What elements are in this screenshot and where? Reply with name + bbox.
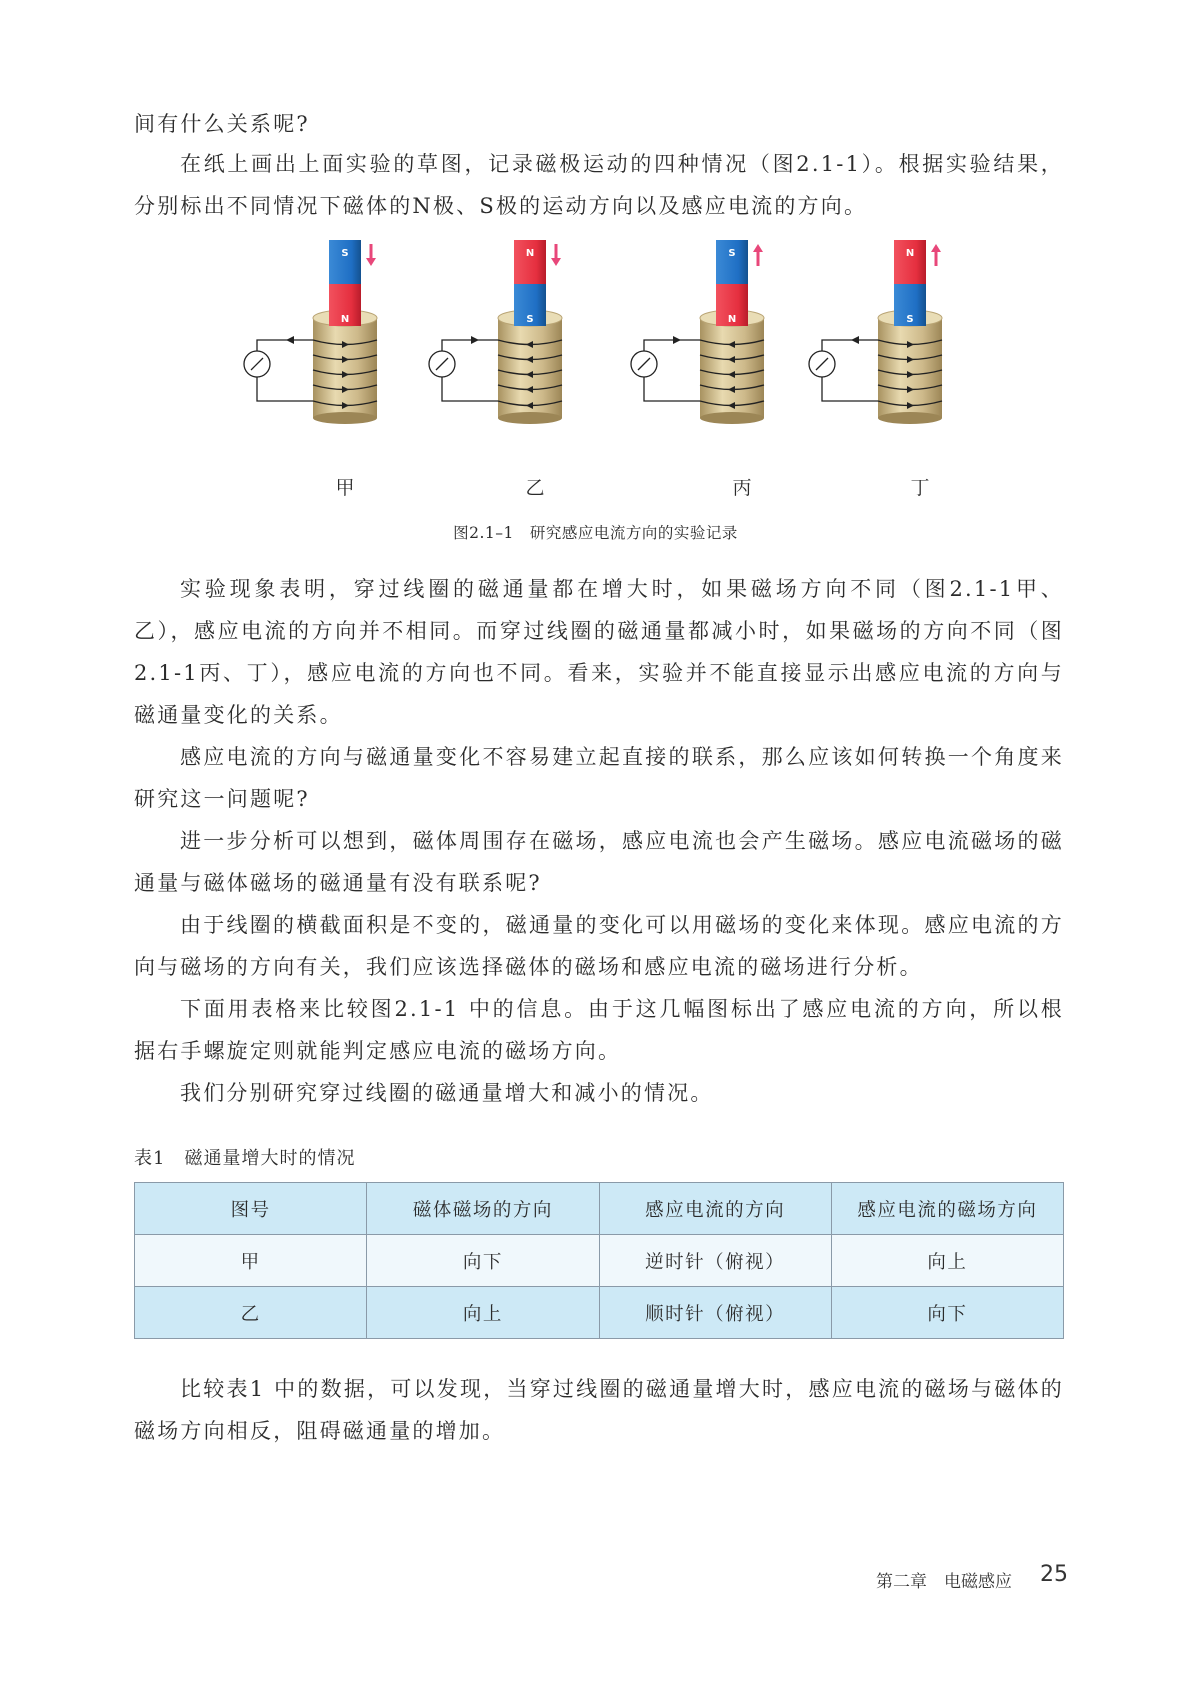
current-arrow: [673, 336, 681, 344]
motion-arrow-shaft: [555, 244, 558, 258]
paragraph-cross-section: 由于线圈的横截面积是不变的，磁通量的变化可以用磁场的变化来体现。感应电流的方向与磁场的方向有关，我们应该选择磁体的磁场和感应电流的磁场进行分析。: [134, 913, 1064, 979]
paragraph-conclusion: 比较表1 中的数据，可以发现，当穿过线圈的磁通量增大时，感应电流的磁场与磁体的磁场方向相反，阻碍磁通量的增加。: [134, 1377, 1064, 1443]
circuit-wire: [644, 377, 702, 401]
magnet-top-label: S: [728, 248, 736, 259]
magnet-top-label: N: [905, 248, 915, 259]
experiment-panel: [631, 240, 764, 424]
panel-label-jia: 甲: [335, 477, 355, 499]
panel-label-bing: 丙: [732, 477, 752, 499]
magnet-top-pole: [894, 240, 926, 284]
circuit-wire: [442, 377, 500, 401]
magnet-top-pole: [329, 240, 361, 284]
magnet-top-label: N: [525, 248, 535, 259]
flux-increase-table: [134, 1182, 1064, 1339]
coil-bottom: [878, 412, 942, 424]
circuit-wire: [822, 340, 880, 351]
footer-chapter: 第二章 电磁感应: [876, 1572, 1012, 1592]
coil-bottom: [700, 412, 764, 424]
motion-arrow-shaft: [935, 252, 938, 266]
panel-label-ding: 丁: [910, 477, 930, 499]
experiment-panel: [244, 240, 377, 424]
table-cell: 乙: [135, 1287, 367, 1339]
table-header: 感应电流的磁场方向: [831, 1183, 1063, 1235]
coil-bottom: [313, 412, 377, 424]
paragraph-table-intro: 下面用表格来比较图2.1-1 中的信息。由于这几幅图标出了感应电流的方向，所以根据右手螺旋定则就能判定感应电流的磁场方向。: [134, 997, 1064, 1063]
magnet-bottom-label: S: [526, 314, 534, 325]
magnet-top-pole: [716, 240, 748, 284]
magnet-bottom-label: N: [340, 314, 350, 325]
paragraph-further-analysis: 进一步分析可以想到，磁体周围存在磁场，感应电流也会产生磁场。感应电流磁场的磁通量与磁体磁场的磁通量有没有联系呢?: [134, 829, 1064, 895]
table-header: 感应电流的方向: [599, 1183, 831, 1235]
table-cell: 顺时针（俯视）: [599, 1287, 831, 1339]
coil-bottom: [498, 412, 562, 424]
table-caption: 表1 磁通量增大时的情况: [134, 1148, 356, 1169]
paragraph-study-cases: 我们分别研究穿过线圈的磁通量增大和减小的情况。: [180, 1081, 714, 1105]
experiment-panel: [429, 240, 562, 424]
circuit-wire: [822, 377, 880, 401]
table-cell: 逆时针（俯视）: [599, 1235, 831, 1287]
circuit-wire: [257, 377, 315, 401]
arrow-down-icon: [366, 258, 376, 266]
magnet-bottom-label: N: [727, 314, 737, 325]
arrow-up-icon: [753, 244, 763, 252]
table-header-row: [135, 1183, 1064, 1235]
table-cell: 向下: [367, 1235, 599, 1287]
paragraph-sketch-instruction: 在纸上画出上面实验的草图，记录磁极运动的四种情况（图2.1-1）。根据实验结果，分别标出不同情况下磁体的N极、S极的运动方向以及感应电流的方向。: [134, 152, 1064, 218]
table-cell: 向上: [367, 1287, 599, 1339]
magnet-top-label: S: [341, 248, 349, 259]
table-row: [135, 1287, 1064, 1339]
experiment-panel: [809, 240, 942, 424]
motion-arrow-shaft: [757, 252, 760, 266]
table-cell: 向上: [831, 1235, 1063, 1287]
table-cell: 向下: [831, 1287, 1063, 1339]
arrow-up-icon: [931, 244, 941, 252]
motion-arrow-shaft: [370, 244, 373, 258]
table-cell: 甲: [135, 1235, 367, 1287]
table-header: 图号: [135, 1183, 367, 1235]
current-arrow: [851, 336, 859, 344]
paragraph-observation: 实验现象表明，穿过线圈的磁通量都在增大时，如果磁场方向不同（图2.1-1甲、乙），感应电流的方向并不相同。而穿过线圈的磁通量都减小时，如果磁场的方向不同（图2.1-1丙、丁），感应电流的方向也不同。看来，实验并不能直接显示出感应电流的方向与磁通量变化的关系。: [134, 577, 1064, 727]
circuit-wire: [257, 340, 315, 351]
paragraph-question: 感应电流的方向与磁通量变化不容易建立起直接的联系，那么应该如何转换一个角度来研究这一问题呢?: [134, 745, 1064, 811]
arrow-down-icon: [551, 258, 561, 266]
figure-caption: 图2.1–1 研究感应电流方向的实验记录: [453, 524, 738, 542]
magnet-bottom-label: S: [906, 314, 914, 325]
paragraph-continuation: 间有什么关系呢?: [134, 112, 310, 136]
magnet-top-pole: [514, 240, 546, 284]
table-row: [135, 1235, 1064, 1287]
panel-label-yi: 乙: [525, 477, 545, 499]
current-arrow: [471, 336, 479, 344]
table-header: 磁体磁场的方向: [367, 1183, 599, 1235]
page-number: 25: [1040, 1562, 1068, 1587]
current-arrow: [286, 336, 294, 344]
